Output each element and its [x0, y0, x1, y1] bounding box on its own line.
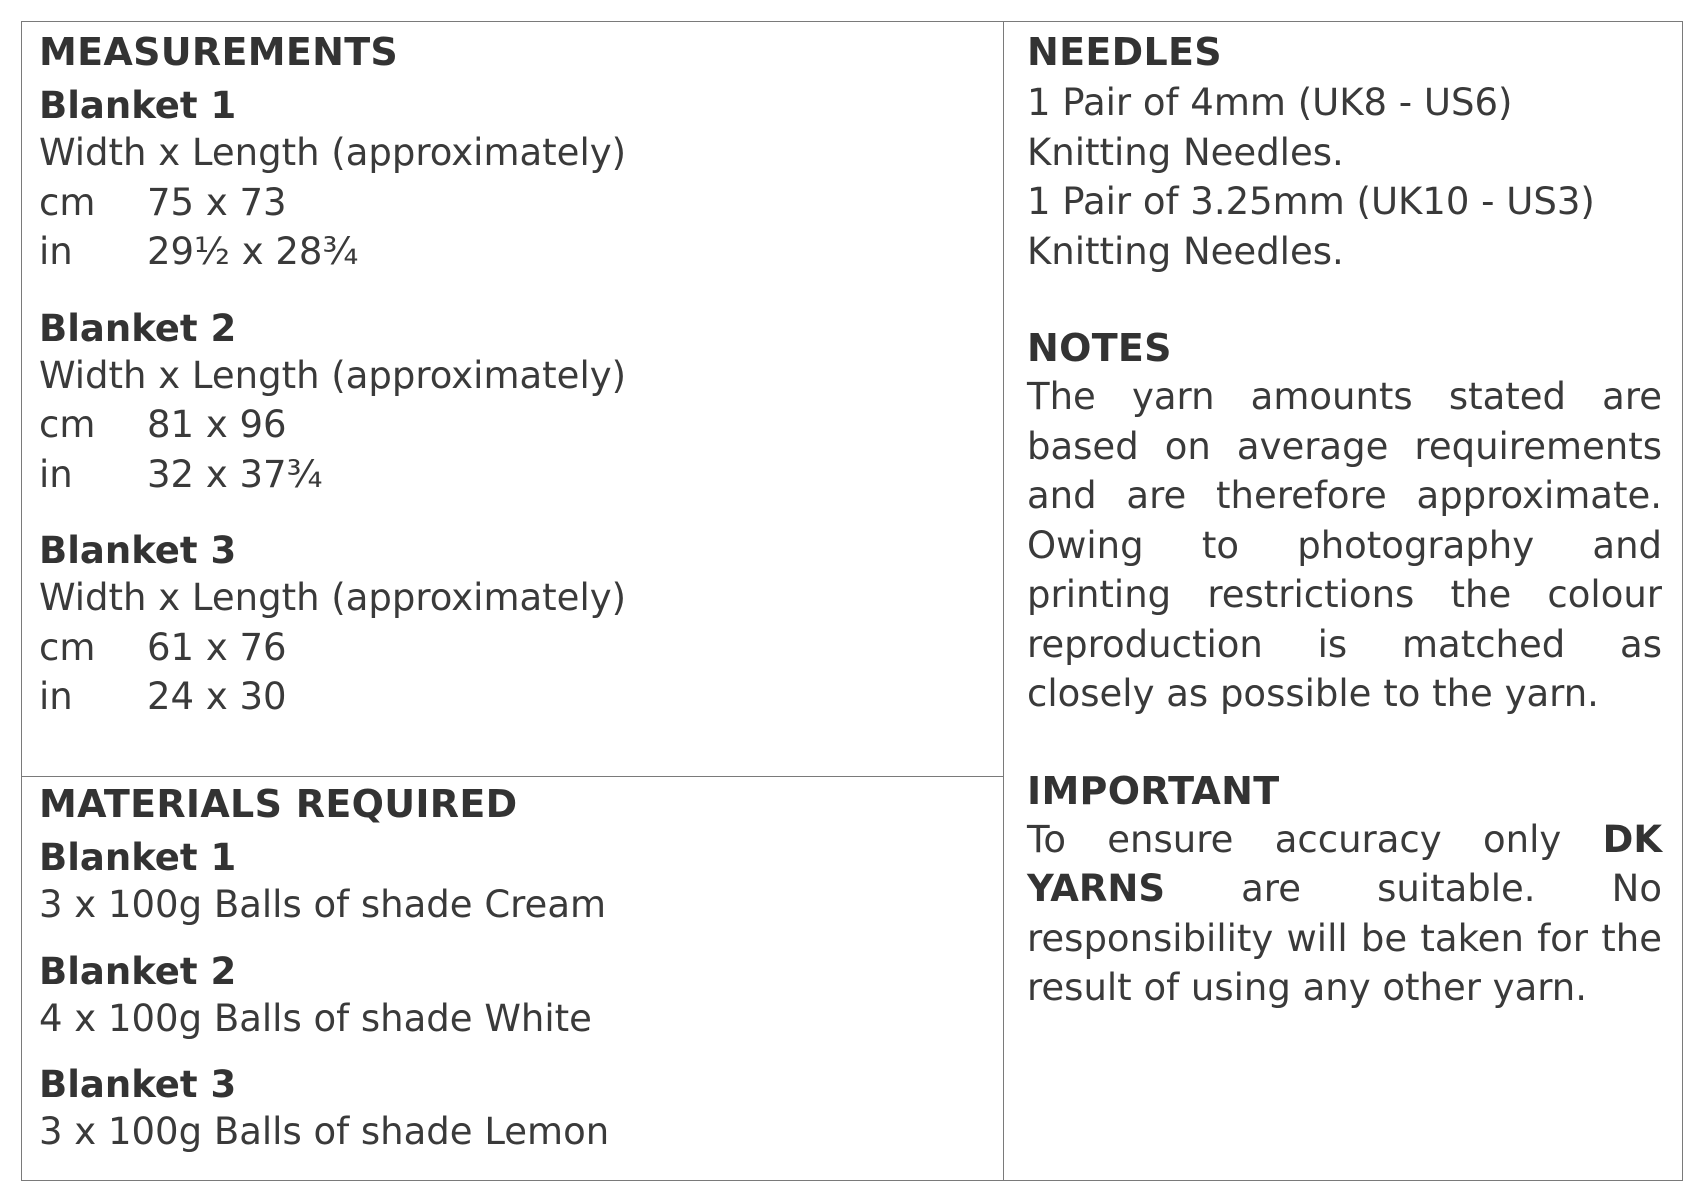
important-text-after: are suitable. No responsibility will be taken for the result of using any other yarn. — [1027, 867, 1662, 1009]
important-bold: DK YARNS — [1027, 817, 1662, 910]
unit-label: in — [39, 452, 73, 496]
measurement-blanket-2 — [39, 307, 989, 500]
needles-line: 1 Pair of 4mm (UK8 - US6) — [1027, 81, 1513, 124]
blanket-title: Blanket 1 — [39, 84, 237, 127]
notes-section — [1027, 326, 1662, 719]
needles-line: Knitting Needles. — [1027, 229, 1344, 273]
column-divider — [1003, 21, 1004, 1181]
measurements-section — [39, 30, 989, 722]
measurement-row-in — [39, 227, 989, 277]
unit-value: 32 x 37¾ — [147, 452, 323, 496]
material-blanket-3 — [39, 1063, 989, 1157]
blanket-title: Blanket 3 — [39, 529, 237, 572]
unit-value: 61 x 76 — [147, 625, 287, 669]
unit-label: in — [39, 675, 73, 718]
dims-label: Width x Length (approximately) — [39, 131, 627, 174]
material-blanket-2 — [39, 950, 989, 1044]
blanket-title: Blanket 1 — [39, 836, 237, 879]
notes-text: The yarn amounts stated are based on average requirements and are therefore approximate. Owing to photography and printing restrictions the colour reproduction is matched as closely as possible to the yarn. — [1027, 375, 1662, 715]
measurement-row-cm — [39, 400, 989, 450]
measurement-blanket-1 — [39, 84, 989, 277]
measurement-blanket-3 — [39, 529, 989, 722]
measurements-heading: MEASUREMENTS — [39, 30, 399, 74]
blanket-title: Blanket 3 — [39, 1063, 237, 1106]
important-text-before: To ensure accuracy only — [1027, 817, 1562, 861]
material-blanket-1 — [39, 836, 989, 930]
row-divider — [21, 776, 1004, 777]
materials-heading: MATERIALS REQUIRED — [39, 782, 518, 826]
important-section — [1027, 769, 1662, 1013]
unit-label: cm — [39, 403, 96, 446]
right-column — [1027, 30, 1662, 1013]
material-text: 3 x 100g Balls of shade Lemon — [39, 1110, 610, 1153]
blanket-title: Blanket 2 — [39, 306, 237, 350]
measurement-row-cm — [39, 623, 989, 673]
material-text: 3 x 100g Balls of shade Cream — [39, 883, 607, 926]
unit-value: 75 x 73 — [147, 180, 287, 224]
unit-label: cm — [39, 180, 96, 224]
measurement-row-cm — [39, 178, 989, 228]
unit-value: 24 x 30 — [147, 675, 287, 718]
important-heading: IMPORTANT — [1027, 768, 1280, 813]
important-text — [1027, 815, 1662, 1013]
blanket-title: Blanket 2 — [39, 949, 237, 993]
needles-heading: NEEDLES — [1027, 30, 1222, 74]
needles-line: 1 Pair of 3.25mm (UK10 - US3) — [1027, 180, 1595, 223]
measurement-row-in — [39, 672, 989, 722]
materials-section — [39, 782, 989, 1177]
unit-label: in — [39, 230, 73, 273]
measurement-row-in — [39, 450, 989, 500]
dims-label: Width x Length (approximately) — [39, 576, 627, 619]
needles-line: Knitting Needles. — [1027, 130, 1344, 174]
notes-heading: NOTES — [1027, 326, 1172, 370]
unit-label: cm — [39, 625, 96, 669]
unit-value: 81 x 96 — [147, 403, 287, 446]
dims-label: Width x Length (approximately) — [39, 353, 627, 397]
needles-section — [1027, 30, 1662, 276]
unit-value: 29½ x 28¾ — [147, 230, 359, 273]
material-text: 4 x 100g Balls of shade White — [39, 996, 592, 1040]
